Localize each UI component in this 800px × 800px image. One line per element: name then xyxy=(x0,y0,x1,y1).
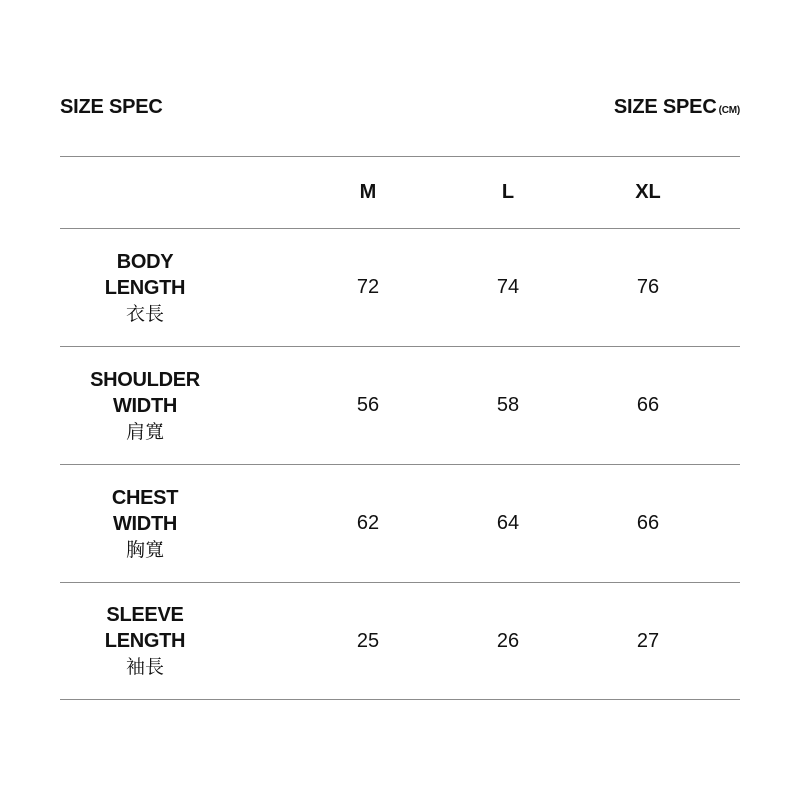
size-spec-unit-title xyxy=(614,96,740,119)
row-label xyxy=(60,583,230,699)
size-spec-title: SIZE SPEC xyxy=(60,96,163,118)
value-xl: 76 xyxy=(636,276,660,298)
table-row-sleeve-length xyxy=(60,582,740,700)
row-label-line1: SHOULDER xyxy=(90,368,200,391)
value-xl: 27 xyxy=(636,629,660,652)
table-row-chest-width xyxy=(60,464,740,582)
row-label-line2: LENGTH xyxy=(104,276,186,299)
row-label xyxy=(60,347,230,464)
size-xl-header: XL xyxy=(635,181,661,203)
row-label-line2: WIDTH xyxy=(112,394,178,417)
size-header-row xyxy=(60,156,740,228)
value-m: 56 xyxy=(356,394,380,416)
table-row-shoulder-width xyxy=(60,346,740,464)
value-xl: 66 xyxy=(636,394,660,416)
row-label-line1: CHEST xyxy=(111,486,179,509)
size-table xyxy=(60,156,740,700)
value-l: 74 xyxy=(496,276,520,298)
row-label-cn: 胸寬 xyxy=(125,538,164,561)
value-m: 72 xyxy=(356,276,380,298)
row-label-line1: SLEEVE xyxy=(106,604,184,626)
value-l: 64 xyxy=(496,512,520,534)
size-m-header: M xyxy=(359,181,377,203)
value-xl: 66 xyxy=(636,512,660,534)
row-label xyxy=(60,465,230,582)
table-row-body-length xyxy=(60,228,740,346)
size-spec-right-title: SIZE SPEC xyxy=(613,96,717,118)
value-l: 58 xyxy=(496,394,520,416)
value-m: 25 xyxy=(356,629,380,652)
row-label-line2: LENGTH xyxy=(104,630,186,652)
row-label-cn: 肩寬 xyxy=(125,420,164,443)
size-l-header: L xyxy=(501,181,515,203)
row-label-cn: 衣長 xyxy=(125,302,164,325)
row-label-cn: 袖長 xyxy=(125,656,164,678)
row-label xyxy=(60,229,230,346)
value-m: 62 xyxy=(356,512,380,534)
unit-label: (CM) xyxy=(718,105,740,116)
row-label-line1: BODY xyxy=(116,250,174,273)
value-l: 26 xyxy=(496,629,520,652)
row-label-line2: WIDTH xyxy=(112,512,178,535)
